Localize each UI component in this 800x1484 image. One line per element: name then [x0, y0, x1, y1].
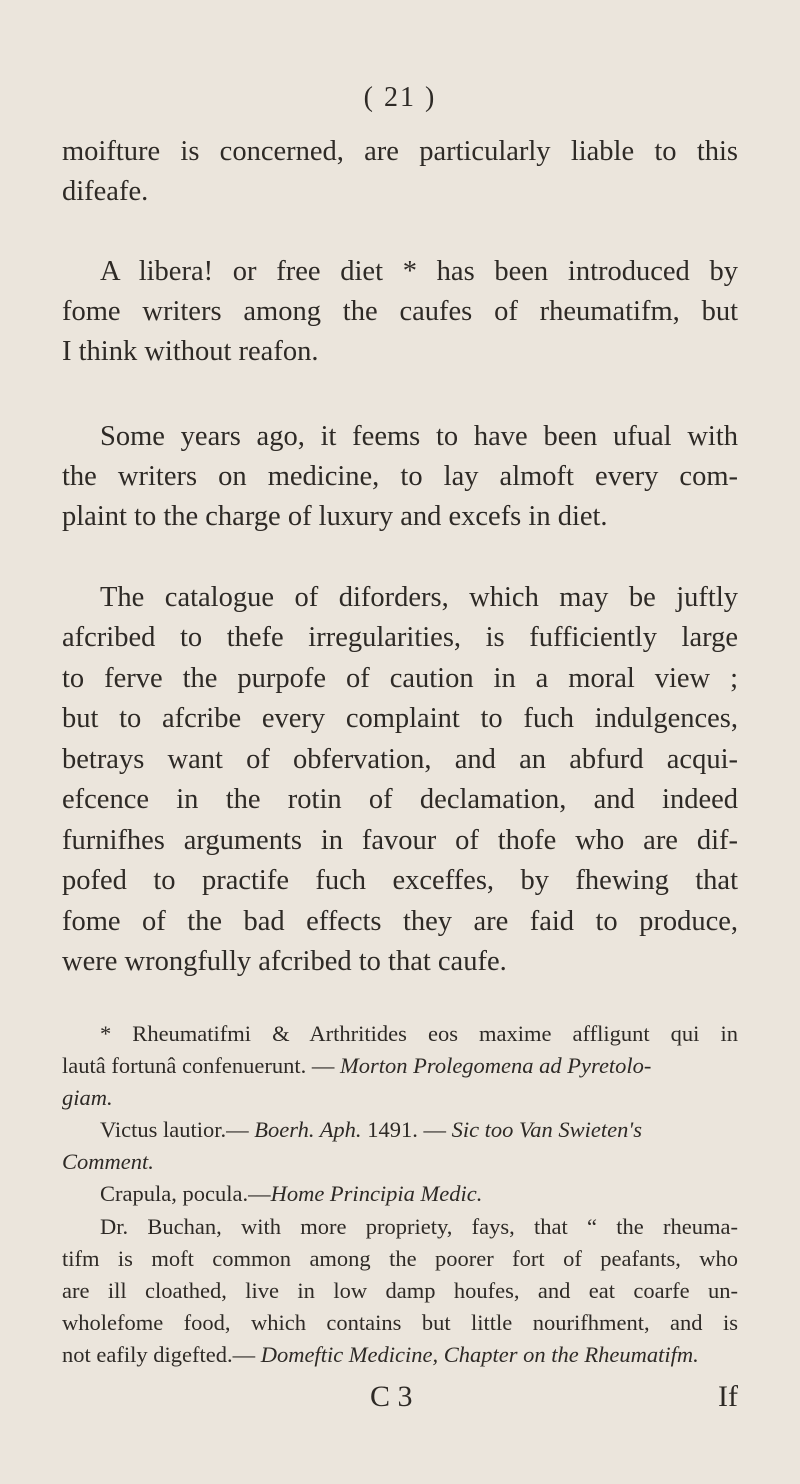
- page-footer: [0, 1380, 800, 1420]
- text-line: difeafe.: [62, 176, 149, 207]
- citation: Home Principia Medic.: [270, 1181, 483, 1206]
- text-line: efcence in the rotin of declamation, and indeed: [62, 784, 738, 815]
- footnote-text: lautâ fortunâ confenuerunt. —: [62, 1053, 341, 1078]
- text-line: plaint to the charge of luxury and excefs in diet.: [62, 501, 608, 532]
- footnote-line: [62, 1082, 738, 1114]
- citation: Morton Prolegomena ad Pyretolo-: [340, 1053, 652, 1078]
- text-line: The catalogue of diforders, which may be juftly: [100, 582, 738, 613]
- text-line: pofed to practife fuch exceffes, by fhewing that: [62, 865, 738, 896]
- text-line: afcribed to thefe irregularities, is fufficiently large: [62, 622, 738, 653]
- text-line: the writers on medicine, to lay almoft every com-: [62, 461, 738, 492]
- footnote-line: * Rheumatifmi & Arthritides eos maxime affligunt qui in: [100, 1021, 738, 1046]
- citation: Boerh. Aph.: [254, 1117, 362, 1142]
- citation: Domeftic Medicine, Chapter on the Rheumatifm.: [260, 1342, 699, 1367]
- text-line: furnifhes arguments in favour of thofe who are dif-: [62, 825, 738, 856]
- text-line: fome of the bad effects they are faid to produce,: [62, 906, 738, 937]
- text-line: Some years ago, it feems to have been ufual with: [100, 421, 738, 452]
- text-line: I think without reafon.: [62, 336, 319, 367]
- footnote-text: Crapula, pocula.—: [100, 1181, 271, 1206]
- footnote-line: are ill cloathed, live in low damp houfes, and eat coarfe un-: [62, 1278, 738, 1303]
- footnote-line: [100, 1178, 738, 1210]
- page-number: ( 21 ): [363, 82, 437, 113]
- signature-mark: C 3: [370, 1380, 413, 1413]
- footnote-line: [100, 1114, 738, 1146]
- text-line: moifture is concerned, are particularly liable to this: [62, 136, 738, 167]
- text-line: betrays want of obfervation, and an abfurd acqui-: [62, 744, 738, 775]
- citation: giam.: [62, 1085, 113, 1110]
- footnote-line: [62, 1146, 738, 1178]
- footnote-text: not eafily digefted.—: [62, 1342, 261, 1367]
- text-line: were wrongfully afcribed to that caufe.: [62, 946, 507, 977]
- catchword: If: [718, 1380, 738, 1413]
- footnote-line: wholefome food, which contains but little nourifhment, and is: [62, 1310, 738, 1335]
- footnote-line: Dr. Buchan, with more propriety, fays, that “ the rheuma-: [100, 1214, 738, 1239]
- footnote-text: Victus lautior.—: [100, 1117, 255, 1142]
- citation: Sic too Van Swieten's: [451, 1117, 642, 1142]
- citation: Comment.: [62, 1149, 154, 1174]
- text-line: but to afcribe every complaint to fuch indulgences,: [62, 703, 738, 734]
- footnote-line: [62, 1050, 738, 1082]
- text-line: to ferve the purpofe of caution in a moral view ;: [62, 663, 738, 694]
- text-line: fome writers among the caufes of rheumatifm, but: [62, 296, 738, 327]
- footnote-text: 1491. —: [361, 1117, 452, 1142]
- text-line: A libera! or free diet * has been introduced by: [100, 256, 738, 287]
- footnote-line: tifm is moft common among the poorer fort of peafants, who: [62, 1246, 738, 1271]
- footnote-line: [62, 1339, 738, 1371]
